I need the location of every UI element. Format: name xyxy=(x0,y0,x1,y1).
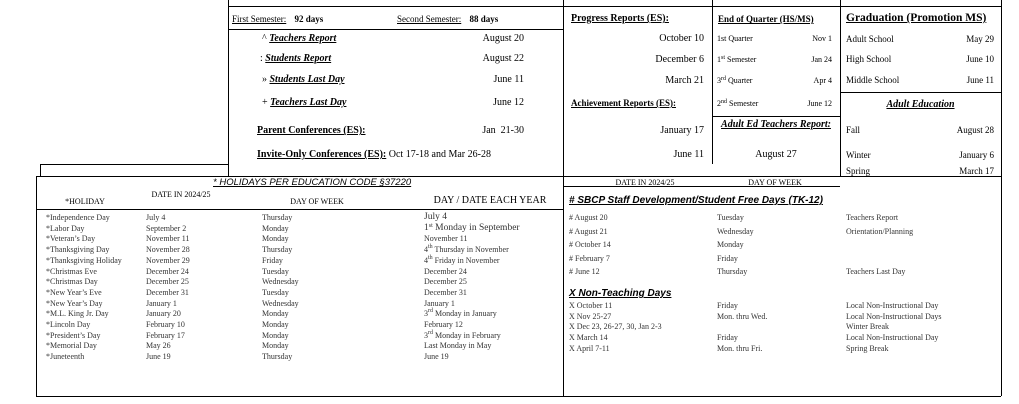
achievement-reports-title: Achievement Reports (ES): xyxy=(571,98,676,108)
frame-line xyxy=(563,0,564,396)
staff-dev-note: Teachers Report xyxy=(846,213,899,222)
key-date-value: August 20 xyxy=(482,33,524,44)
holiday-dow: Monday xyxy=(262,341,289,351)
holiday-name: *Christmas Day xyxy=(46,277,98,287)
key-date-value: June 12 xyxy=(493,97,524,108)
ordinal-number: 4 xyxy=(424,245,428,255)
non-teaching-date: X Dec 23, 26-27, 30, Jan 2-3 xyxy=(569,322,662,332)
ordinal-suffix: rd xyxy=(428,329,433,336)
holiday-dow: Monday xyxy=(262,223,289,233)
holiday-name: *President’s Day xyxy=(46,330,101,340)
non-teaching-date: X April 7-11 xyxy=(569,343,610,353)
non-teaching-dow: Friday xyxy=(717,301,738,310)
holiday-each-year xyxy=(424,255,500,266)
holiday-each-year: June 19 xyxy=(424,352,449,362)
ordinal-suffix: th xyxy=(428,244,433,251)
achievement-date: June 11 xyxy=(673,149,704,160)
non-teaching-date: X Nov 25-27 xyxy=(569,311,612,321)
term-date: January 6 xyxy=(959,150,994,160)
staff-dev-date: # August 20 xyxy=(569,213,608,222)
holiday-each-year: November 11 xyxy=(424,234,468,244)
holiday-each-year: December 31 xyxy=(424,287,467,297)
holiday-header: *HOLIDAY xyxy=(65,197,105,206)
holiday-each-year: July 4 xyxy=(424,212,447,222)
key-date-value: August 22 xyxy=(482,53,524,64)
second-semester: Second Semester: 88 days xyxy=(397,14,499,24)
holiday-dow: Monday xyxy=(262,309,289,319)
graduation-date: June 11 xyxy=(966,75,994,85)
key-date-value: June 11 xyxy=(493,74,524,85)
key-date-teachers-last-day: + Teachers Last Day xyxy=(262,97,347,108)
each-year-text: Monday in February xyxy=(433,330,501,340)
staff-dev-title: # SBCP Staff Development/Student Free Days (TK-12) xyxy=(569,195,823,206)
holiday-name: *Thanksgiving Holiday xyxy=(46,255,122,265)
staff-dev-date: # October 14 xyxy=(569,240,611,249)
graduation-school: Middle School xyxy=(846,75,900,85)
staff-dev-note: Orientation/Planning xyxy=(846,226,914,236)
holiday-date: May 26 xyxy=(146,341,171,351)
graduation-date: June 10 xyxy=(966,54,994,64)
quarter-label: 3rd Quarter xyxy=(717,76,753,85)
holiday-name: *Juneteenth xyxy=(46,352,85,362)
non-teaching-dow: Mon. thru Fri. xyxy=(717,343,763,353)
holiday-date: December 25 xyxy=(146,277,189,287)
frame-line xyxy=(40,164,41,176)
adult-ed-teachers-date: August 27 xyxy=(755,149,797,160)
holiday-name: *Veteran’s Day xyxy=(46,234,96,244)
ordinal-number: 4 xyxy=(424,255,428,265)
holiday-date: September 2 xyxy=(146,223,187,233)
holiday-dow: Tuesday xyxy=(262,266,289,276)
quarter-date: June 12 xyxy=(807,99,832,108)
staff-dev-dow: Thursday xyxy=(717,267,748,276)
frame-line xyxy=(840,0,841,176)
holiday-date: January 20 xyxy=(146,309,181,319)
holiday-date: February 17 xyxy=(146,330,185,340)
key-date-students-last-day: » Students Last Day xyxy=(262,74,345,85)
first-semester: First Semester: 92 days xyxy=(232,14,324,24)
ordinal-suffix: rd xyxy=(428,308,433,315)
ordinal-suffix: st xyxy=(428,222,433,229)
term-name: Winter xyxy=(846,150,871,160)
invite-conferences: Invite-Only Conferences (ES): Oct 17-18 and Mar 26-28 xyxy=(257,149,491,160)
graduation-school: Adult School xyxy=(846,34,894,44)
key-date-teachers-report: ^ Teachers Report xyxy=(262,33,337,44)
holiday-dow: Thursday xyxy=(262,352,293,362)
non-teaching-title: X Non-Teaching Days xyxy=(569,288,672,299)
holiday-each-year xyxy=(424,308,497,319)
holiday-each-year: December 25 xyxy=(424,277,467,287)
staff-dev-date: # June 12 xyxy=(569,267,600,276)
holiday-dow: Monday xyxy=(262,234,289,244)
term-date: August 28 xyxy=(956,125,994,135)
quarter-label: 2nd Semester xyxy=(717,99,759,108)
quarter-date: Apr 4 xyxy=(813,76,832,85)
ordinal-number: 3 xyxy=(424,330,428,340)
holiday-date: November 29 xyxy=(146,255,190,265)
holiday-each-year: February 12 xyxy=(424,320,463,329)
staff-dev-dow: Wednesday xyxy=(717,226,754,236)
quarter-date: Nov 1 xyxy=(812,34,832,43)
staff-dev-dow: Monday xyxy=(717,240,744,249)
holiday-each-year xyxy=(424,330,501,341)
staff-dev-dow: Tuesday xyxy=(717,213,744,222)
frame-line xyxy=(228,0,229,176)
holiday-each-year: Last Monday in May xyxy=(424,341,492,351)
right-dow-header: DAY OF WEEK xyxy=(748,178,802,187)
each-year-text: Monday in September xyxy=(432,222,520,233)
term-name: Fall xyxy=(846,125,861,135)
holiday-dow: Monday xyxy=(262,330,289,340)
frame-line xyxy=(712,116,840,117)
adult-education-title: Adult Education xyxy=(886,99,955,110)
holiday-name: *Independence Day xyxy=(46,213,110,222)
holiday-dow: Wednesday xyxy=(262,298,299,308)
staff-dev-date: # August 21 xyxy=(569,226,608,236)
holiday-date: February 10 xyxy=(146,320,185,329)
non-teaching-note: Winter Break xyxy=(846,322,889,332)
date-header: DATE IN 2024/25 xyxy=(151,190,211,199)
frame-line xyxy=(712,0,713,164)
staff-dev-dow: Friday xyxy=(717,253,738,263)
graduation-date: May 29 xyxy=(966,34,994,44)
frame-line xyxy=(36,176,1001,177)
holiday-date: June 19 xyxy=(146,352,171,362)
non-teaching-dow: Friday xyxy=(717,333,738,343)
holiday-date: July 4 xyxy=(146,213,166,222)
progress-date: March 21 xyxy=(665,75,704,86)
holiday-each-year xyxy=(424,244,509,255)
progress-date: December 6 xyxy=(655,54,704,65)
frame-line xyxy=(40,164,228,165)
non-teaching-note: Local Non-Instructional Days xyxy=(846,311,942,321)
staff-dev-note: Teachers Last Day xyxy=(846,267,906,276)
ordinal-number: 3 xyxy=(424,309,428,319)
right-date-header: DATE IN 2024/25 xyxy=(615,178,675,187)
key-date-students-report: : Students Report xyxy=(260,53,332,64)
holiday-name: *Lincoln Day xyxy=(46,320,91,329)
graduation-school: High School xyxy=(846,54,892,64)
non-teaching-date: X March 14 xyxy=(569,333,608,343)
non-teaching-note: Local Non-Instructional Day xyxy=(846,301,939,310)
frame-line xyxy=(36,396,1001,397)
holiday-dow: Tuesday xyxy=(262,287,289,297)
graduation-title: Graduation (Promotion MS) xyxy=(846,12,987,24)
staff-dev-date: # February 7 xyxy=(569,253,610,263)
each-year-text: Friday in November xyxy=(432,255,500,265)
parent-conferences-value: Jan 21-30 xyxy=(482,125,524,136)
term-name: Spring xyxy=(846,166,871,176)
holiday-dow: Monday xyxy=(262,320,289,329)
holidays-banner: * HOLIDAYS PER EDUCATION CODE §37220 xyxy=(213,177,412,188)
holiday-dow: Wednesday xyxy=(262,277,299,287)
holiday-date: November 11 xyxy=(146,234,190,244)
holiday-dow: Thursday xyxy=(262,245,293,255)
holiday-name: *New Year’s Day xyxy=(46,298,103,308)
progress-date: October 10 xyxy=(659,33,704,44)
non-teaching-note: Local Non-Instructional Day xyxy=(846,333,939,343)
holiday-dow: Friday xyxy=(262,255,283,265)
holiday-name: *New Year’s Eve xyxy=(46,287,102,297)
holiday-date: January 1 xyxy=(146,298,177,308)
frame-line xyxy=(1001,0,1002,396)
frame-line xyxy=(36,209,563,210)
non-teaching-dow: Mon. thru Wed. xyxy=(717,311,768,321)
progress-reports-title: Progress Reports (ES): xyxy=(571,13,669,24)
each-year-text: Thursday in November xyxy=(432,245,509,255)
holiday-name: *Christmas Eve xyxy=(46,266,97,276)
non-teaching-note: Spring Break xyxy=(846,343,889,353)
each-year-header: DAY / DATE EACH YEAR xyxy=(433,195,547,206)
holiday-each-year: December 24 xyxy=(424,266,467,276)
frame-line xyxy=(228,29,563,30)
each-year-text: Monday in January xyxy=(433,309,497,319)
quarter-date: Jan 24 xyxy=(811,55,832,64)
end-of-quarter-title: End of Quarter (HS/MS) xyxy=(718,14,814,24)
ordinal-suffix: th xyxy=(428,254,433,261)
holiday-date: November 28 xyxy=(146,245,190,255)
holiday-each-year: January 1 xyxy=(424,298,455,308)
frame-line xyxy=(840,92,1001,93)
quarter-label: 1st Quarter xyxy=(717,34,753,43)
holiday-dow: Thursday xyxy=(262,213,293,222)
non-teaching-date: X October 11 xyxy=(569,301,613,310)
holiday-date: December 24 xyxy=(146,266,189,276)
holiday-each-year xyxy=(424,223,520,234)
achievement-date: January 17 xyxy=(660,125,704,136)
holiday-name: *M.L. King Jr. Day xyxy=(46,309,109,319)
holiday-date: December 31 xyxy=(146,287,189,297)
quarter-label: 1st Semester xyxy=(717,55,757,64)
term-date: March 17 xyxy=(959,166,994,176)
adult-ed-teachers-title: Adult Ed Teachers Report: xyxy=(721,119,831,130)
parent-conferences-label: Parent Conferences (ES): xyxy=(257,125,366,136)
frame-line xyxy=(228,6,1001,7)
ordinal-number: 1 xyxy=(424,222,429,233)
holiday-name: *Labor Day xyxy=(46,223,85,233)
holiday-name: *Memorial Day xyxy=(46,341,97,351)
holiday-name: *Thanksgiving Day xyxy=(46,245,110,255)
dow-header: DAY OF WEEK xyxy=(290,197,344,206)
